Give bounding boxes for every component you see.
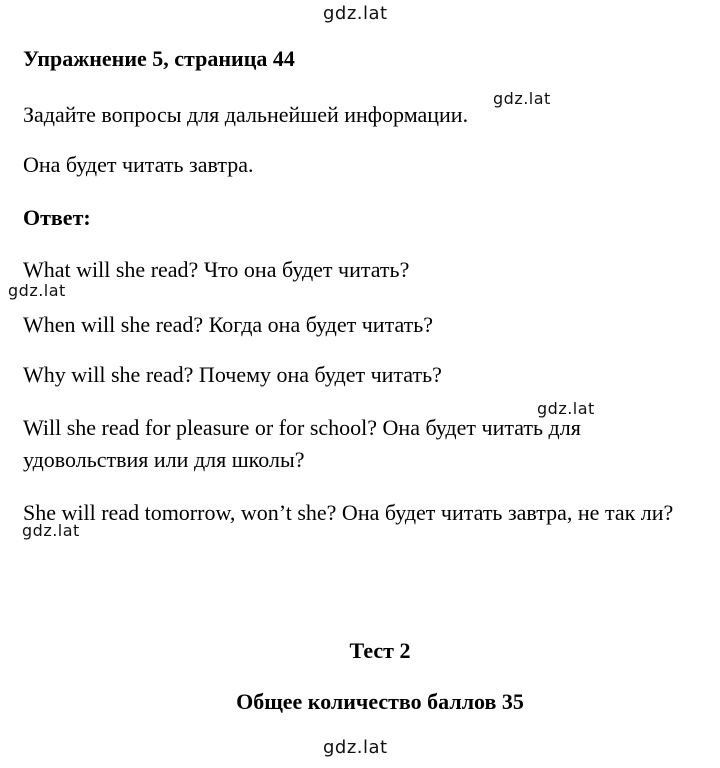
- watermark-overlay: gdz.lat: [8, 281, 66, 300]
- answer-item: When will she read? Когда она будет читать?: [23, 312, 434, 337]
- exercise-sentence: Она будет читать завтра.: [23, 152, 254, 177]
- watermark-bottom: gdz.lat: [323, 737, 388, 758]
- watermark-overlay: gdz.lat: [537, 399, 595, 418]
- answer-label: Ответ:: [23, 205, 91, 230]
- watermark-overlay: gdz.lat: [22, 521, 80, 540]
- answer-item: Why will she read? Почему она будет читать?: [23, 362, 442, 387]
- total-points: Общее количество баллов 35: [236, 689, 524, 714]
- watermark-overlay: gdz.lat: [493, 89, 551, 108]
- test-title: Тест 2: [349, 638, 411, 663]
- answer-item: She will read tomorrow, won’t she? Она будет читать завтра, не так ли?: [23, 500, 674, 525]
- answer-item: Will she read for pleasure or for school? Она будет читать для удовольствия или для школы?: [23, 415, 581, 472]
- exercise-task: Задайте вопросы для дальнейшей информации.: [23, 102, 469, 127]
- watermark-top: gdz.lat: [323, 3, 388, 24]
- exercise-title: Упражнение 5, страница 44: [23, 46, 295, 71]
- answer-item: What will she read? Что она будет читать?: [23, 257, 410, 282]
